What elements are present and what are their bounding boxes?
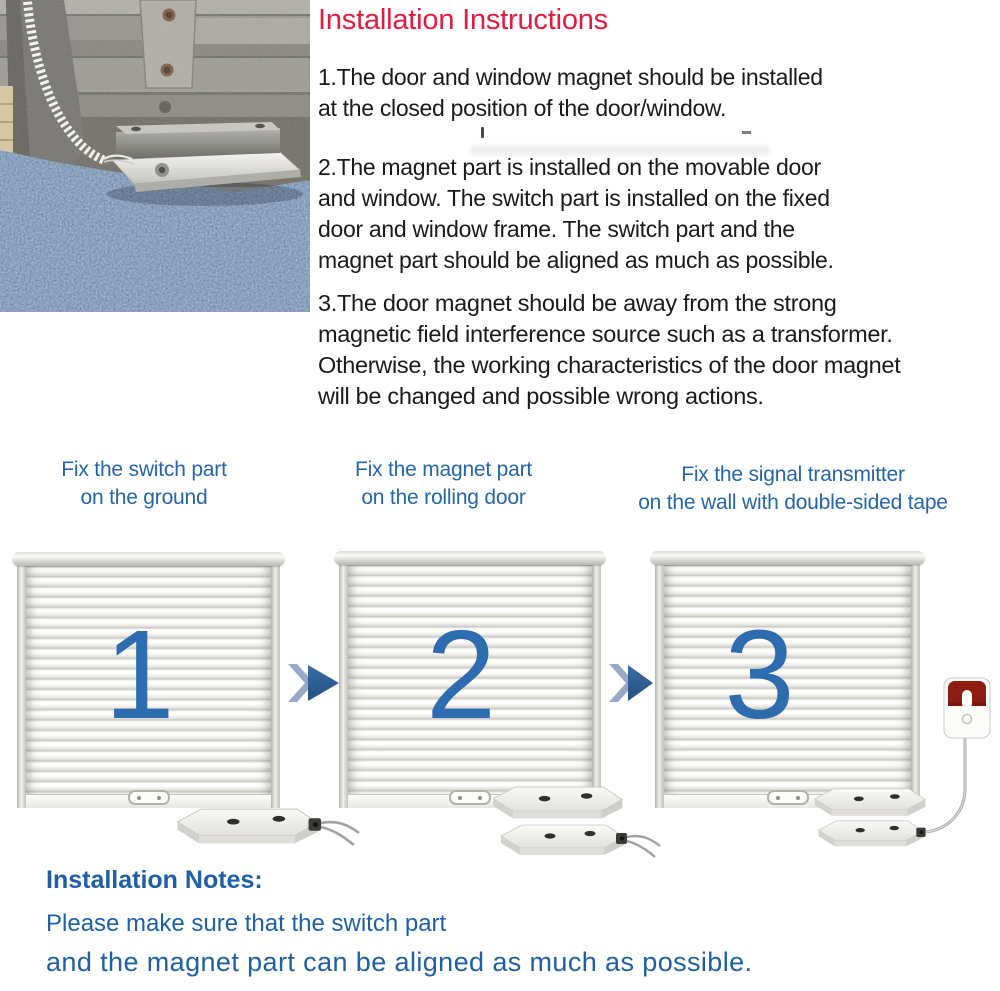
step-number: 2 bbox=[425, 603, 497, 745]
rolling-door-illustration-2 bbox=[339, 551, 601, 808]
switch-part-illustration bbox=[819, 821, 926, 847]
instruction-item-1 bbox=[318, 62, 1000, 124]
step3-caption: Fix the signal transmitter on the wall with double-sided tape bbox=[638, 463, 948, 514]
transmitter-button bbox=[963, 715, 972, 724]
door-rail bbox=[271, 561, 280, 808]
instruction-line: magnetic field interference source such as a transformer. bbox=[318, 321, 893, 347]
print-artifact bbox=[481, 127, 484, 138]
step1-caption: Fix the switch part on the ground bbox=[61, 458, 227, 509]
switch-part-illustration bbox=[177, 809, 359, 845]
magnet-part-photo bbox=[116, 122, 280, 159]
instruction-line: and window. The switch part is installed on the fixed bbox=[318, 185, 830, 211]
signal-transmitter-illustration bbox=[944, 678, 990, 738]
page-title: Installation Instructions bbox=[318, 4, 608, 36]
door-rail bbox=[911, 560, 920, 808]
instruction-line: will be changed and possible wrong actions. bbox=[318, 383, 764, 409]
door-handle bbox=[767, 790, 809, 805]
instruction-line: at the closed position of the door/window. bbox=[318, 95, 727, 121]
instruction-line: 2.The magnet part is installed on the movable door bbox=[318, 154, 821, 180]
rolling-door-illustration-3 bbox=[655, 551, 920, 808]
instruction-line: 1.The door and window magnet should be installed bbox=[318, 64, 823, 90]
notes-line: and the magnet part can be aligned as much as possible. bbox=[46, 947, 753, 977]
door-handle bbox=[449, 790, 491, 805]
switch-part-illustration bbox=[501, 825, 660, 857]
print-artifact bbox=[742, 131, 751, 134]
door-rail bbox=[592, 560, 601, 808]
step2-caption: Fix the magnet part on the rolling door bbox=[354, 458, 533, 509]
notes-line: Please make sure that the switch part bbox=[46, 910, 447, 937]
installation-photo bbox=[0, 0, 310, 312]
step-number: 3 bbox=[724, 603, 795, 745]
instruction-line: magnet part should be aligned as much as possible. bbox=[318, 247, 834, 273]
instruction-item-3 bbox=[318, 288, 1000, 412]
instruction-item-2 bbox=[318, 152, 1000, 276]
door-handle bbox=[128, 790, 170, 805]
notes-heading: Installation Notes: bbox=[46, 866, 263, 894]
instruction-line: Otherwise, the working characteristics of the door magnet bbox=[318, 352, 901, 378]
rolling-door-illustration-1 bbox=[17, 552, 280, 808]
transmitter-cable bbox=[926, 738, 965, 832]
installation-photo-graphic bbox=[0, 0, 310, 312]
step-number: 1 bbox=[104, 604, 175, 745]
instruction-line: 3.The door magnet should be away from the strong bbox=[318, 290, 837, 316]
instruction-line: door and window frame. The switch part and the bbox=[318, 216, 795, 242]
